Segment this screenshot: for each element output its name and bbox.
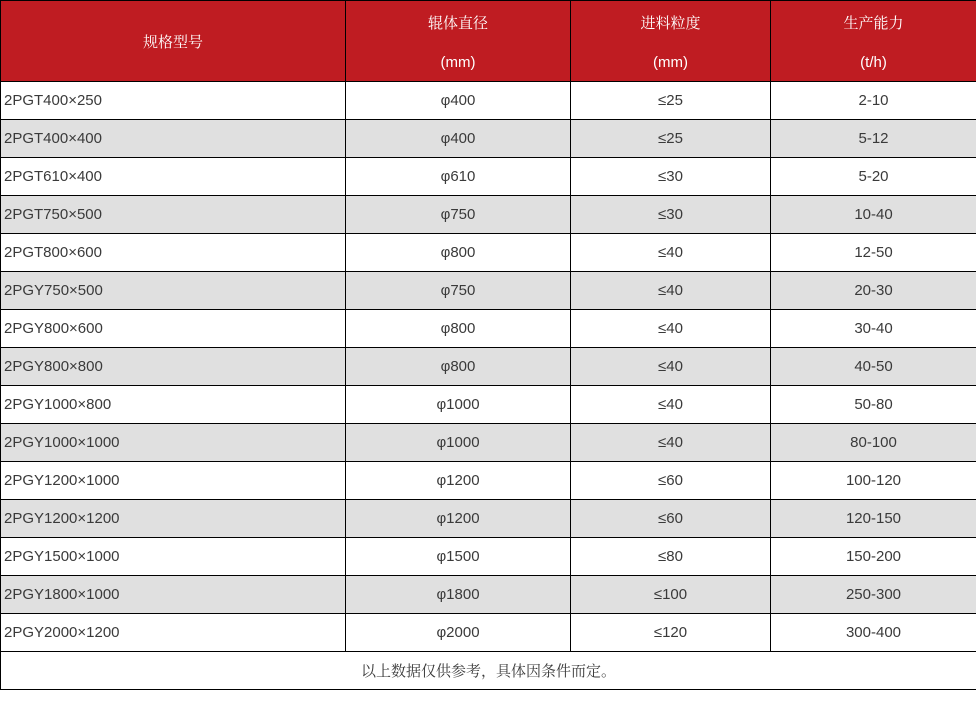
cell-capacity: 2-10 (771, 82, 976, 120)
cell-capacity: 250-300 (771, 576, 976, 614)
cell-feed-size: ≤40 (571, 348, 771, 386)
cell-feed-size: ≤30 (571, 196, 771, 234)
cell-feed-size: ≤30 (571, 158, 771, 196)
cell-model: 2PGT400×400 (1, 120, 346, 158)
table-footer (1, 652, 976, 690)
table-row (1, 120, 976, 158)
cell-capacity: 5-12 (771, 120, 976, 158)
cell-feed-size: ≤120 (571, 614, 771, 652)
cell-feed-size: ≤25 (571, 82, 771, 120)
table-row (1, 272, 976, 310)
table-row (1, 196, 976, 234)
cell-capacity: 10-40 (771, 196, 976, 234)
cell-model: 2PGT610×400 (1, 158, 346, 196)
cell-model: 2PGY1000×1000 (1, 424, 346, 462)
cell-feed-size: ≤40 (571, 272, 771, 310)
table-row (1, 538, 976, 576)
cell-feed-size: ≤80 (571, 538, 771, 576)
cell-capacity: 20-30 (771, 272, 976, 310)
footnote-row (1, 652, 976, 690)
cell-roller-diameter: φ750 (346, 272, 571, 310)
col-header-model-label: 规格型号 (142, 33, 203, 51)
cell-roller-diameter: φ750 (346, 196, 571, 234)
col-header-capacity (771, 1, 976, 82)
cell-model: 2PGY1500×1000 (1, 538, 346, 576)
table-row (1, 82, 976, 120)
cell-capacity: 30-40 (771, 310, 976, 348)
cell-model: 2PGY2000×1200 (1, 614, 346, 652)
cell-roller-diameter: φ400 (346, 82, 571, 120)
col-header-roller-diameter (346, 1, 571, 82)
cell-capacity: 12-50 (771, 234, 976, 272)
cell-roller-diameter: φ800 (346, 234, 571, 272)
cell-model: 2PGY800×600 (1, 310, 346, 348)
table-row (1, 614, 976, 652)
table-row (1, 386, 976, 424)
cell-capacity: 150-200 (771, 538, 976, 576)
cell-capacity: 40-50 (771, 348, 976, 386)
cell-capacity: 100-120 (771, 462, 976, 500)
cell-feed-size: ≤40 (571, 424, 771, 462)
cell-roller-diameter: φ610 (346, 158, 571, 196)
table-row (1, 234, 976, 272)
cell-roller-diameter: φ400 (346, 120, 571, 158)
cell-feed-size: ≤100 (571, 576, 771, 614)
cell-model: 2PGY750×500 (1, 272, 346, 310)
table-row (1, 310, 976, 348)
col-header-capacity-unit: (t/h) (860, 53, 887, 71)
cell-feed-size: ≤60 (571, 500, 771, 538)
table-row (1, 158, 976, 196)
table-row (1, 462, 976, 500)
col-header-roller-diameter-label: 辊体直径 (427, 14, 488, 32)
table-row (1, 348, 976, 386)
cell-model: 2PGY1000×800 (1, 386, 346, 424)
cell-model: 2PGT400×250 (1, 82, 346, 120)
header-row (1, 1, 976, 82)
col-header-feed-size (571, 1, 771, 82)
cell-roller-diameter: φ800 (346, 348, 571, 386)
table-row (1, 500, 976, 538)
cell-roller-diameter: φ800 (346, 310, 571, 348)
cell-capacity: 120-150 (771, 500, 976, 538)
cell-model: 2PGY1200×1000 (1, 462, 346, 500)
cell-roller-diameter: φ1000 (346, 424, 571, 462)
col-header-feed-size-unit: (mm) (653, 53, 688, 71)
cell-roller-diameter: φ2000 (346, 614, 571, 652)
cell-roller-diameter: φ1500 (346, 538, 571, 576)
cell-model: 2PGY1200×1200 (1, 500, 346, 538)
cell-feed-size: ≤40 (571, 234, 771, 272)
cell-roller-diameter: φ1200 (346, 500, 571, 538)
cell-capacity: 80-100 (771, 424, 976, 462)
col-header-roller-diameter-unit: (mm) (440, 53, 476, 71)
table-row (1, 576, 976, 614)
cell-model: 2PGY1800×1000 (1, 576, 346, 614)
cell-roller-diameter: φ1800 (346, 576, 571, 614)
table-footnote: 以上数据仅供参考，具体因条件而定。 (1, 652, 976, 690)
cell-capacity: 50-80 (771, 386, 976, 424)
col-header-model (1, 1, 346, 82)
cell-feed-size: ≤25 (571, 120, 771, 158)
col-header-capacity-label: 生产能力 (843, 14, 904, 32)
table-row (1, 424, 976, 462)
table-body (1, 82, 976, 652)
table-header (1, 1, 976, 82)
cell-model: 2PGY800×800 (1, 348, 346, 386)
cell-capacity: 300-400 (771, 614, 976, 652)
col-header-feed-size-label: 进料粒度 (640, 14, 701, 32)
cell-capacity: 5-20 (771, 158, 976, 196)
cell-model: 2PGT800×600 (1, 234, 346, 272)
cell-feed-size: ≤60 (571, 462, 771, 500)
cell-feed-size: ≤40 (571, 310, 771, 348)
cell-roller-diameter: φ1200 (346, 462, 571, 500)
cell-feed-size: ≤40 (571, 386, 771, 424)
cell-model: 2PGT750×500 (1, 196, 346, 234)
cell-roller-diameter: φ1000 (346, 386, 571, 424)
